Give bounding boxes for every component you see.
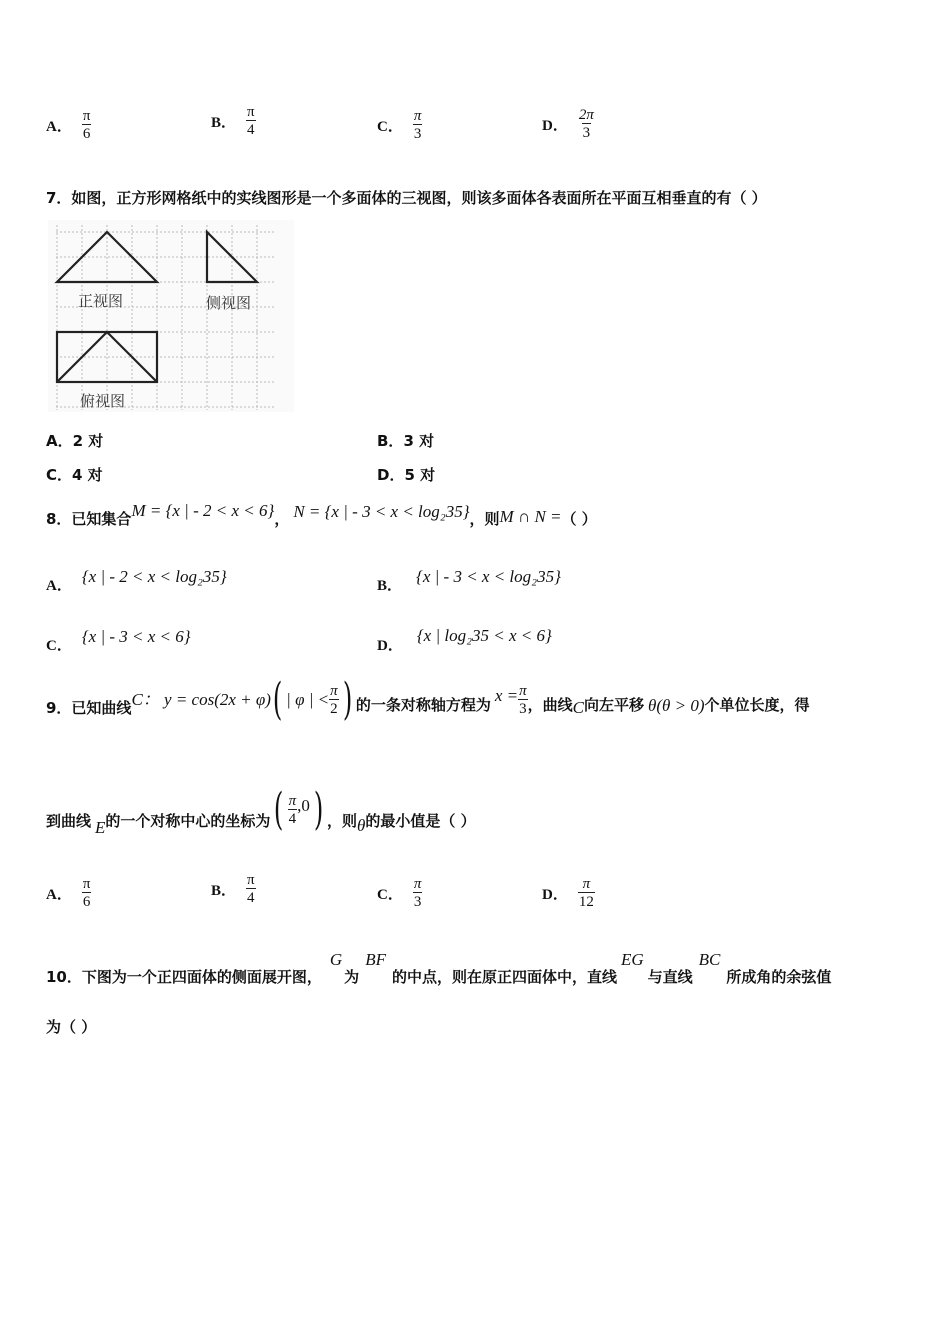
option-letter: B． <box>211 114 237 131</box>
option-letter: D． <box>542 117 568 134</box>
q7-option-c[interactable]: C．4 对 <box>46 466 103 484</box>
fraction: $\frac{\pi}{3}$ <box>413 876 422 910</box>
fraction: $\frac{\pi}{6}$ <box>82 876 91 910</box>
q8-stem: 8．已知集合 M = {x | - 2 < x < 6} ， N = {x | - 3 < x < log₂35} ，则 M ∩ N = （ ） <box>46 500 597 528</box>
set-n: N = {x | - 3 < x < log₂35} <box>293 501 470 521</box>
option-letter: A． <box>46 118 72 135</box>
q9-option-b[interactable]: B． $\frac{\pi}{4}$ <box>211 872 255 906</box>
q6-option-b[interactable] <box>211 104 256 138</box>
q8-option-b[interactable]: B． {x | - 3 < x < log₂35} <box>377 566 561 594</box>
fraction: $\frac{\pi}{3}$ <box>413 108 422 142</box>
side-view-label: 侧视图 <box>206 294 252 312</box>
q7-option-d[interactable]: D．5 对 <box>377 466 436 484</box>
fraction: $\frac{\pi}{4}$ <box>247 104 255 138</box>
option-letter: C． <box>377 118 403 135</box>
three-view-figure <box>48 220 294 412</box>
q9-option-d[interactable]: D． $\frac{\pi}{12}$ <box>542 876 594 910</box>
fraction: $\frac{\pi}{12}$ <box>578 876 594 910</box>
fraction: $\frac{\pi}{2}$ <box>330 683 338 717</box>
q6-option-a[interactable] <box>46 108 91 142</box>
fraction: $\frac{2\pi}{3}$ <box>578 107 594 141</box>
q7-stem: 7．如图，正方形网格纸中的实线图形是一个多面体的三视图，则该多面体各表面所在平面互相垂直的有（ ） <box>46 189 767 207</box>
q6-option-c[interactable] <box>377 108 422 142</box>
q8-option-d[interactable]: D． {x | log₂35 < x < 6} <box>377 625 552 654</box>
curve-c: C： y = cos(2x + φ) <box>131 689 271 709</box>
top-view-label: 俯视图 <box>80 392 126 410</box>
q7-option-a[interactable]: A．2 对 <box>46 432 104 450</box>
q8-option-a[interactable]: A． {x | - 2 < x < log₂35} <box>46 566 227 594</box>
q9-option-a[interactable]: A． $\frac{\pi}{6}$ <box>46 876 91 910</box>
q8-option-c[interactable]: C． {x | - 3 < x < 6} <box>46 626 191 654</box>
q9-stem-line2: 到曲线 E 的一个对称中心的坐标为 ( $\frac{\pi}{4}$ ,0 ) ，则 θ 的最小值是（ ） <box>46 784 476 837</box>
fraction: $\frac{\pi}{6}$ <box>82 108 91 142</box>
set-m: M = {x | - 2 < x < 6} <box>131 500 275 520</box>
q9-option-c[interactable]: C． $\frac{\pi}{3}$ <box>377 876 422 910</box>
q10-stem-line1: 10．下图为一个正四面体的侧面展开图， G 为 BF 的中点，则在原正四面体中，直线 EG 与直线 BC 所成角的余弦值 <box>46 950 832 986</box>
fraction: $\frac{\pi}{3}$ <box>519 683 527 717</box>
q6-option-d[interactable] <box>542 107 595 141</box>
front-view-label: 正视图 <box>78 292 124 310</box>
fraction: $\frac{\pi}{4}$ <box>247 872 255 906</box>
intersection-expr: M ∩ N = <box>499 506 562 526</box>
fraction: $\frac{\pi}{4}$ <box>288 793 297 827</box>
q10-stem-line2: 为（ ） <box>46 1018 97 1036</box>
q9-stem-line1: 9．已知曲线 C： y = cos(2x + φ) ( | φ | < $\frac{\pi}{2}$ ) 的一条对称轴方程为 x = $\frac{\pi}{3}$ ，曲线 C 向左平移 θ(θ > 0) 个单位长度，得 <box>46 674 810 725</box>
q7-option-b[interactable]: B．3 对 <box>377 432 435 450</box>
three-view-diagram <box>48 220 294 412</box>
